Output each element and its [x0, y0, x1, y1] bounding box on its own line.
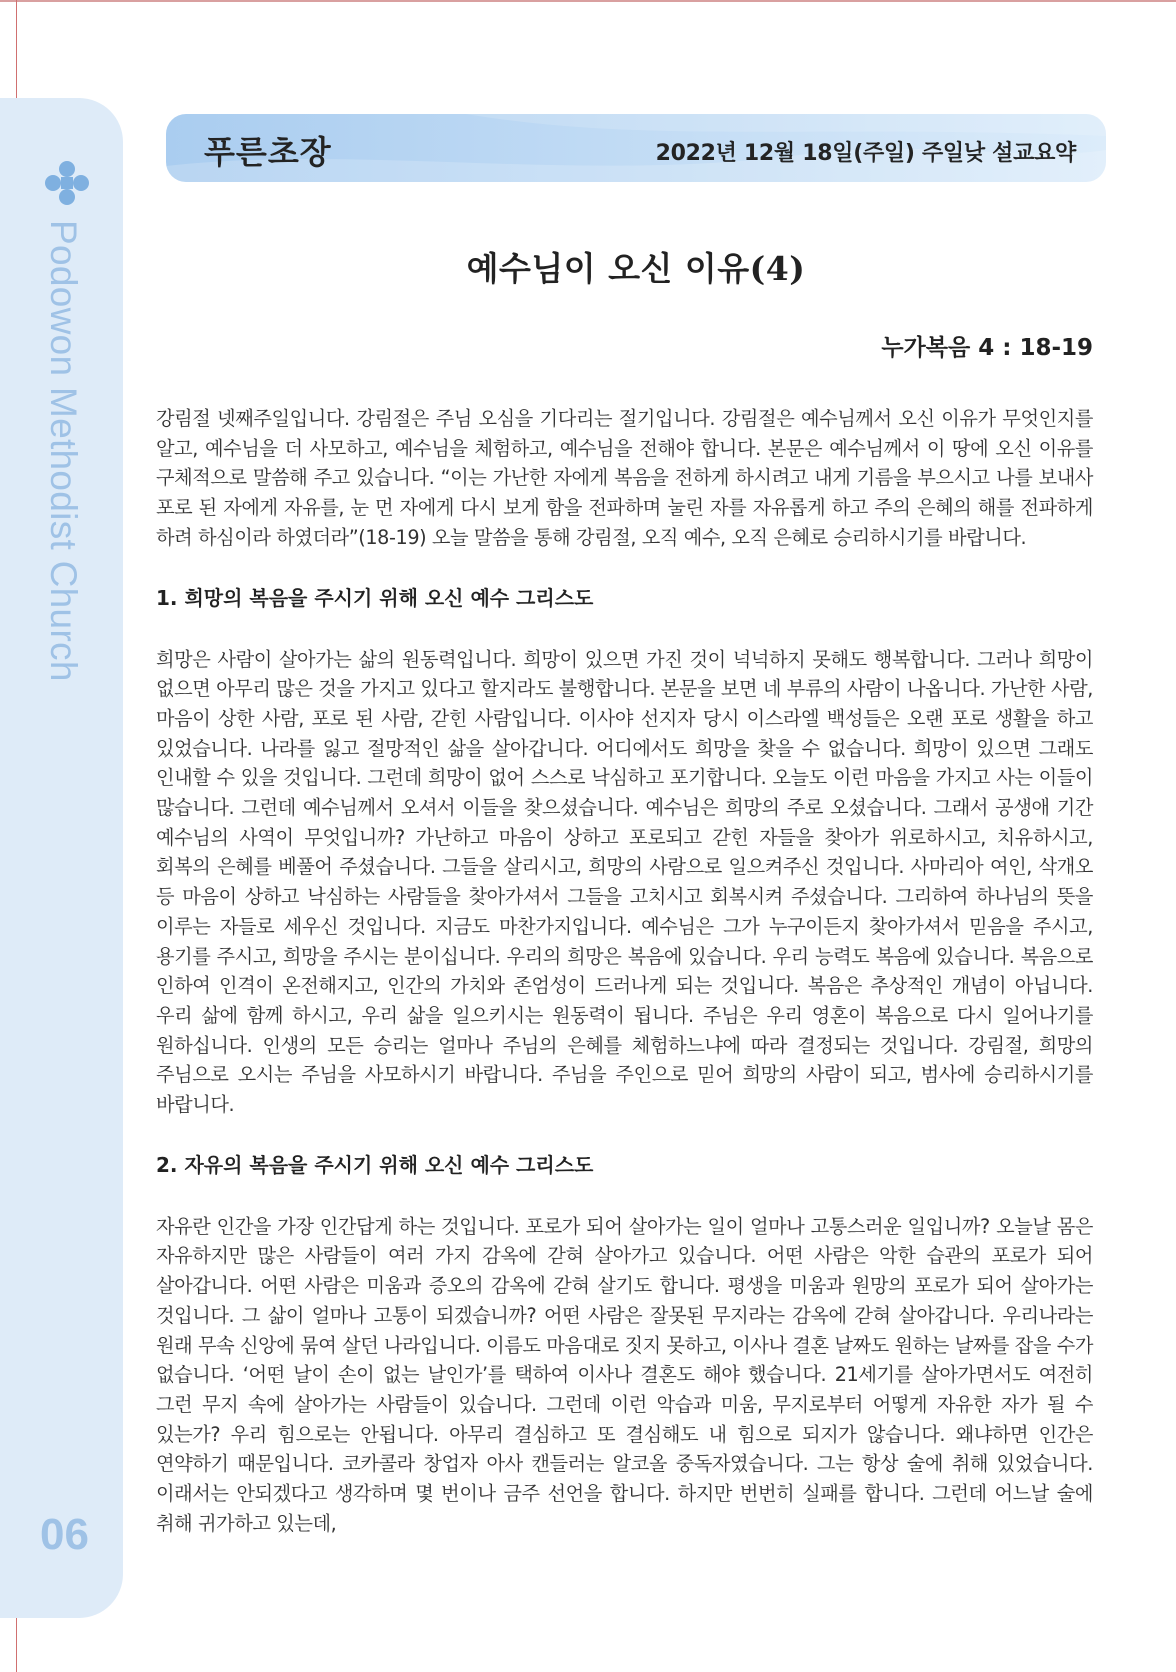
- header-banner: [166, 114, 1106, 182]
- page-number: 06: [40, 1510, 89, 1559]
- section-body-2: 자유란 인간을 가장 인간답게 하는 것입니다. 포로가 되어 살아가는 일이 얼마나 고통스러운 일입니까? 오늘날 몸은 자유하지만 많은 사람들이 여러 가지 감옥에 갇혀 살아가고 있습니다. 어떤 사람은 악한 습관의 포로가 되어 살아갑니다. 어떤 사람은 미움과 증오의 감옥에 갇혀 살기도 합니다. 평생을 미움과 원망의 포로가 되어 살아가는 것입니다. 그 삶이 얼마나 고통이 되겠습니까? 어떤 사람은 잘못된 무지라는 감옥에 갇혀 살아갑니다. 우리나라는 원래 무속 신앙에 묶여 살던 나라입니다. 이름도 마음대로 짓지 못하고, 이사나 결혼 날짜도 원하는 날짜를 잡을 수가 없습니다. ‘어떤 날이 손이 없는 날인가’를 택하여 이사나 결혼도 해야 했습니다. 21세기를 살아가면서도 여전히 그런 무지 속에 살아가는 사람들이 있습니다. 그런데 이런 악습과 미움, 무지로부터 어떻게 자유한 자가 될 수 있는가? 우리 힘으로는 안됩니다. 아무리 결심하고 또 결심해도 내 힘으로 되지가 않습니다. 왜냐하면 인간은 연약하기 때문입니다. 코카콜라 창업자 아사 캔들러는 알코올 중독자였습니다. 그는 항상 술에 취해 있었습니다. 이래서는 안되겠다고 생각하며 몇 번이나 금주 선언을 합니다. 하지만 번번히 실패를 합니다. 그런데 어느날 술에 취해 귀가하고 있는데,: [156, 1214, 1093, 1535]
- sermon-title: 예수님이 오신 이유(4): [466, 249, 806, 288]
- sermon-date: 2022년 12월 18일(주일) 주일낮 설교요약: [655, 141, 1076, 166]
- church-name: Podowon Methodist Church: [43, 220, 84, 682]
- section-heading-2: 2. 자유의 복음을 주시기 위해 오신 예수 그리스도: [156, 1152, 594, 1177]
- crop-mark-top: [0, 0, 1176, 2]
- section-body-1: 희망은 사람이 살아가는 삶의 원동력입니다. 희망이 있으면 가진 것이 넉넉하지 못해도 행복합니다. 그러나 희망이 없으면 아무리 많은 것을 가지고 있다고 할지라도 불행합니다. 본문을 보면 네 부류의 사람이 나옵니다. 가난한 사람, 마음이 상한 사람, 포로 된 사람, 갇힌 사람입니다. 이사야 선지자 당시 이스라엘 백성들은 오랜 포로 생활을 하고 있었습니다. 나라를 잃고 절망적인 삶을 살아갑니다. 어디에서도 희망을 찾을 수 없습니다. 희망이 있으면 그래도 인내할 수 있을 것입니다. 그런데 희망이 없어 스스로 낙심하고 포기합니다. 오늘도 이런 마음을 가지고 사는 이들이 많습니다. 그런데 예수님께서 오셔서 이들을 찾으셨습니다. 예수님은 희망의 주로 오셨습니다. 그래서 공생애 기간 예수님의 사역이 무엇입니까? 가난하고 마음이 상하고 포로되고 갇힌 자들을 찾아가 위로하시고, 치유하시고, 회복의 은혜를 베풀어 주셨습니다. 그들을 살리시고, 희망의 사람으로 일으켜주신 것입니다. 사마리아 여인, 삭개오 등 마음이 상하고 낙심하는 사람들을 찾아가셔서 그들을 고치시고 회복시켜 주셨습니다. 그리하여 하나님의 뜻을 이루는 자들로 세우신 것입니다. 지금도 마찬가지입니다. 예수님은 그가 누구이든지 찾아가셔서 믿음을 주시고, 용기를 주시고, 희망을 주시는 분이십니다. 우리의 희망은 복음에 있습니다. 우리 능력도 복음에 있습니다. 복음으로 인하여 인격이 온전해지고, 인간의 가치와 존엄성이 드러나게 되는 것입니다. 복음은 추상적인 개념이 아닙니다. 우리 삶에 함께 하시고, 우리 삶을 일으키시는 원동력이 됩니다. 주님은 우리 영혼이 복음으로 다시 일어나기를 원하십니다. 인생의 모든 승리는 얼마나 주님의 은혜를 체험하느냐에 따라 결정되는 것입니다. 강림절, 희망의 주님으로 오시는 주님을 사모하시기 바랍니다. 주님을 주인으로 믿어 희망의 사람이 되고, 범사에 승리하시기를 바랍니다.: [156, 647, 1093, 1117]
- sermon-body: [156, 404, 1093, 1539]
- scripture-reference: 누가복음 4 : 18-19: [881, 335, 1093, 361]
- intro-paragraph: 강림절 넷째주일입니다. 강림절은 주님 오심을 기다리는 절기입니다. 강림절은 예수님께서 오신 이유가 무엇인지를 알고, 예수님을 더 사모하고, 예수님을 체험하고, 예수님을 전해야 합니다. 본문은 예수님께서 이 땅에 오신 이유를 구체적으로 말씀해 주고 있습니다. “이는 가난한 자에게 복음을 전하게 하시려고 내게 기름을 부으시고 나를 보내사 포로 된 자에게 자유를, 눈 먼 자에게 다시 보게 함을 전파하며 눌린 자를 자유롭게 하고 주의 은혜의 해를 전파하게 하려 하심이라 하였더라”(18-19) 오늘 말씀을 통해 강림절, 오직 예수, 오직 은혜로 승리하시기를 바랍니다.: [156, 407, 1093, 549]
- section-name: 푸른초장: [204, 133, 332, 171]
- section-heading-1: 1. 희망의 복음을 주시기 위해 오신 예수 그리스도: [156, 585, 594, 610]
- cross-flower-icon: [44, 160, 90, 206]
